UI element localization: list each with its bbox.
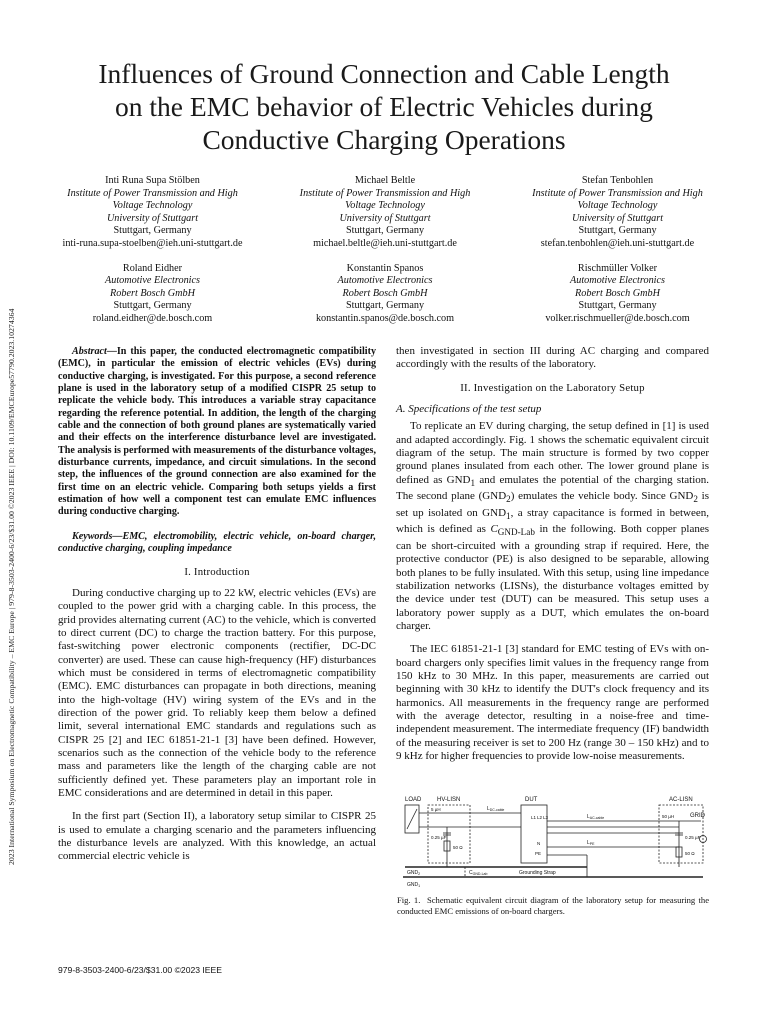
author-1: Inti Runa Supa Stölben Institute of Power Transmission and High Voltage Technology University of Stuttgart Stuttgart, Germany inti-runa.supa-stoelben@ieh.uni-stuttgart.de — [62, 175, 243, 249]
fig-label-load: LOAD — [405, 797, 422, 803]
intro-paragraph-2-continued: then investigated in section III during AC charging and compared accordingly with the results of the laboratory. — [396, 345, 709, 371]
intro-paragraph-1: During conductive charging up to 22 kW, electric vehicles (EVs) are coupled to the power grid with a charging cable. In this process, the grid provides alternating current (AC) to the vehicle, which is converted to direct current (DC) to charge the traction battery. For this purpose, fast-switching power electronic components (rectifier, DC-DC converter) are used. These can cause high-frequency (HF) disturbances which must be considered in terms of electromagnetic compatibility (EMC). EMC disturbances can propagate in both directions, meaning into the high-voltage (HV) wiring system of the EVs and in the direction of the power grid. To reliably keep them below a defined limit, several international EMC standards and regulations such as CISPR 25 [2] and IEC 61851-21-1 [3] have been defined. However, scenarios such as the connection of the vehicle body to the reference mass and parameters like the length of the charging cable are not sufficiently defined yet. These parameters play an important role in EMC considerations and are determined in detail in this paper. — [58, 586, 376, 799]
fig-label-l1: L1 — [531, 815, 537, 820]
author-5: Konstantin Spanos Automotive Electronics Robert Bosch GmbH Stuttgart, Germany konstantin.spanos@de.bosch.com — [315, 262, 455, 324]
figure-1-circuit-diagram — [397, 793, 711, 893]
fig-label-c025-ac: 0.25 µF — [685, 835, 701, 840]
fig-label-grounding-strap: Grounding Strap — [519, 870, 556, 876]
specs-paragraph-2: The IEC 61851-21-1 [3] standard for EMC testing of EVs with on-board chargers only specifies limit values in the frequency range from 150 kHz to 30 MHz. In this paper, measurements are carried out beginning with 30 kHz to identify the DUT's clock frequency and its harmonics. All measurements in the frequency range are performed with the average detector, resulting in a noise-free and time-independent measurement. The intermediate frequency (IF) bandwidth of the measuring receiver is set to 200 Hz (range 30 – 150 kHz) and to 9 kHz for higher frequencies to provide low-noise measurements. — [396, 643, 709, 763]
author-2: Michael Beltle Institute of Power Transmission and High Voltage Technology University of Stuttgart Stuttgart, Germany michael.beltle@ieh.uni-stuttgart.de — [299, 175, 471, 249]
doi-side-note: 2023 International Symposium on Electromagnetic Compatibility – EMC Europe | 979-8-3503-2400-6/23/$31.00 ©2023 IEEE | DOI: 10.1109/EMCEurope57790.2023.10274364 — [7, 308, 16, 865]
section-heading-lab-setup: II. Investigation on the Laboratory Setup — [460, 381, 645, 394]
section-heading-introduction: I. Introduction — [184, 565, 250, 578]
figure-1-caption: Fig. 1. Schematic equivalent circuit diagram of the laboratory setup for measuring the conducted EMC emissions of on-board chargers. — [397, 895, 710, 916]
fig-label-lac-cable: $L_{AC-cable}$ — [587, 814, 605, 820]
fig-label-c025-hv: 0.25 µF — [431, 835, 447, 840]
fig-label-cgnd-lab: $C_{GND-Lab}$ — [469, 870, 488, 876]
subsection-heading-specs: A. Specifications of the test setup — [396, 403, 542, 416]
fig-label-r50-ac: 50 Ω — [685, 851, 695, 856]
fig-label-gnd2: $GND_2$ — [407, 870, 421, 876]
fig-label-pe: PE — [535, 851, 542, 856]
author-6: Rischmüller Volker Automotive Electronics Robert Bosch GmbH Stuttgart, Germany volker.rischmueller@de.bosch.com — [545, 262, 690, 324]
keywords: Keywords—EMC, electromobility, electric vehicle, on-board charger, conductive charging, coupling impedance — [58, 530, 376, 555]
fig-label-hv-lisn: HV-LISN — [437, 797, 461, 803]
author-4: Roland Eidher Automotive Electronics Robert Bosch GmbH Stuttgart, Germany roland.eidher@de.bosch.com — [92, 262, 213, 324]
fig-label-l2: L2 — [537, 815, 543, 820]
intro-paragraph-2: In the first part (Section II), a laboratory setup similar to CISPR 25 is used to emulate a charging scenario and the parameters influencing the disturbance levels are analyzed. With this knowledge, an actual commercial electric vehicle is — [58, 810, 376, 863]
fig-label-r50-hv: 50 Ω — [453, 845, 463, 850]
fig-label-gnd1: $GND_1$ — [407, 882, 421, 888]
abstract: Abstract—In this paper, the conducted electromagnetic compatibility (EMC), in particular the emission of electric vehicles (EVs) during conductive charging, is investigated. For this purpose, a second reference plane is used in the laboratory setup of a modified CISPR 25 setup to replicate the vehicle body. This introduces a variable stray capacitance regarding the reference potential. In addition, the length of the charging cable and the connection of both ground planes are systematically varied and their effects on the interference disturbance level are investigated. The analysis is performed with measurements of the disturbance voltages, disturbance currents, impedance, and circuit simulations. In the second step, the influences of the ground connection are also examined for the first time on an electric vehicle. Comparing both setups yields a first estimation of how well a component test can emulate EMC influences during conductive charging. — [58, 346, 376, 518]
fig-label-50uh: 50 µH — [662, 814, 675, 819]
dut-box — [521, 805, 547, 863]
fig-label-ldc-cable: $L_{DC-cable}$ — [487, 806, 505, 812]
author-block — [40, 175, 730, 326]
fig-label-ac-lisn: AC-LISN — [669, 797, 693, 803]
fig-label-l3: L3 — [543, 815, 549, 820]
fig-label-grid: GRID — [690, 813, 705, 819]
left-column — [58, 346, 376, 864]
fig-label-lpe: $L_{PE}$ — [587, 840, 595, 846]
fig-label-n: N — [537, 841, 541, 846]
hv-lisn-box — [428, 805, 470, 863]
fig-label-dut: DUT — [525, 797, 538, 803]
specs-paragraph-1: To replicate an EV during charging, the setup defined in [1] is used and adapted accordingly. Fig. 1 shows the schematic equivalent circuit diagram of the setup. The main structure is formed by two copper ground planes insulated from each other. The lower ground plane is defined as $GND_1$ and emulates the potential of the charging station. The second plane $(GND_2)$ emulates the vehicle body. Since $GND_2$ is set up isolated on $GND_1$, a stray capacitance is formed in between, which is defined as $C_{GND-Lab}$ in the following. Both copper planes can be short-circuited with a grounding strap if required. Here, the protective conductor (PE) is also designed to be separable, allowing both planes to be fully insulated. With this setup, using line impedance stabilization networks (LISNs), the disturbance voltages emitted by the device under test (DUT) can be measured. This setup uses a laboratory power supply as a DUT, which emulates the on-board charger. — [396, 420, 710, 632]
fig-label-5uh: 5 µH — [431, 807, 441, 812]
page-footer: 979-8-3503-2400-6/23/$31.00 ©2023 IEEE — [58, 965, 223, 975]
paper-title: Influences of Ground Connection and Cable Length on the EMC behavior of Electric Vehicles during Conductive Charging Operations — [98, 58, 670, 155]
author-3: Stefan Tenbohlen Institute of Power Transmission and High Voltage Technology University of Stuttgart Stuttgart, Germany stefan.tenbohlen@ieh.uni-stuttgart.de — [532, 175, 703, 249]
right-column — [396, 345, 709, 763]
